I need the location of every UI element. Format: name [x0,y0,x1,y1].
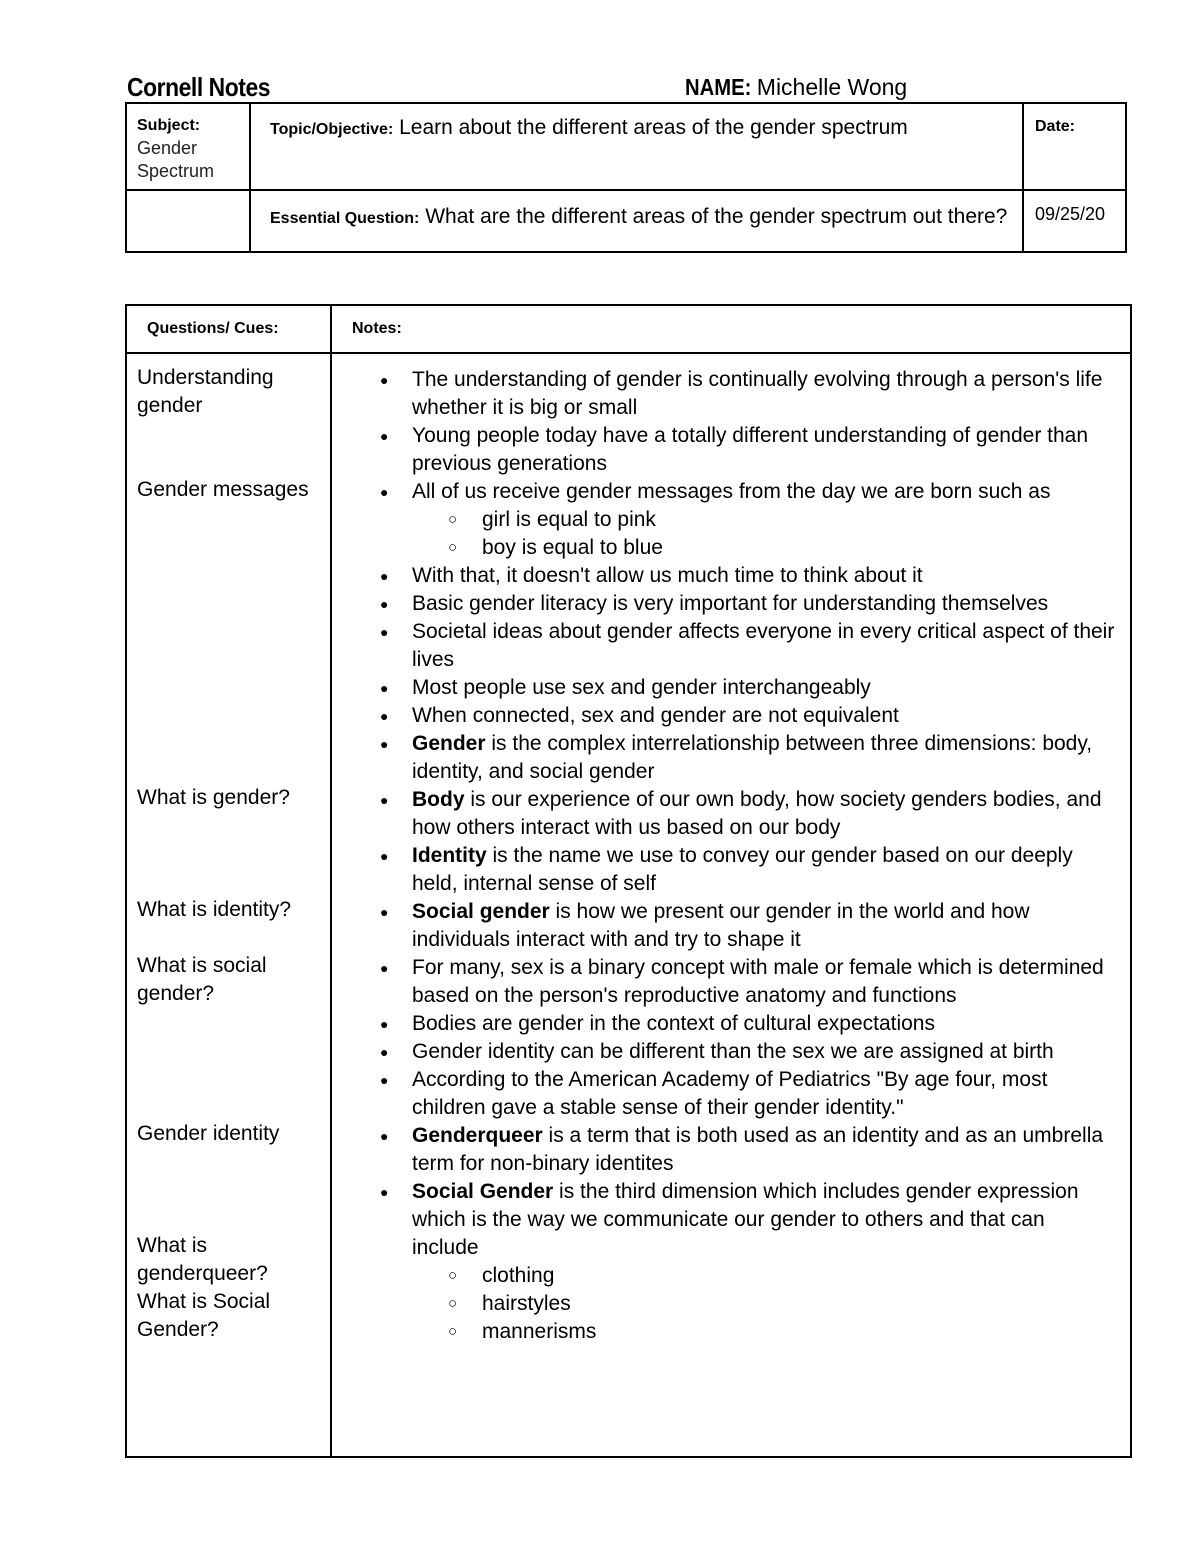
bullet-icon: ● [380,792,389,808]
note-item [332,1038,1116,1066]
essential-question-label: Essential Question: [270,210,420,227]
bullet-icon: ● [380,428,389,444]
note-text: is the complex interrelationship between three dimensions: body, identity, and social gender [412,732,1093,783]
date-label-cell [1023,103,1126,190]
note-item [332,842,1116,898]
bullet-icon: ● [380,708,389,724]
cue-item [137,952,267,1008]
note-item [332,702,1116,730]
cue-item [137,1232,270,1344]
cue-line: Gender messages [137,478,309,501]
cue-line: Gender identity [137,1122,280,1145]
note-text: is a term that is both used as an identity and as an umbrella term for non-binary identites [412,1124,1104,1175]
cue-line: What is Social [137,1290,271,1313]
bullet-icon: ● [380,848,389,864]
cue-line: gender? [137,982,215,1005]
note-item [332,478,1116,506]
notes-table [125,304,1132,1458]
note-item [332,674,1116,702]
date-value: 09/25/20 [1035,204,1106,224]
notes-header-label: Notes: [352,320,402,337]
sub-list-wrapper [332,1262,1116,1346]
empty-cell [126,190,250,252]
bullet-icon: ● [380,736,389,752]
bullet-icon: ● [380,960,389,976]
circle-bullet-icon: ○ [448,1295,458,1312]
note-term: Genderqueer [412,1124,543,1147]
cues-header [126,305,331,353]
circle-bullet-icon: ○ [448,539,458,556]
note-item [332,898,1116,954]
note-text: According to the American Academy of Pediatrics "By age four, most children gave a stable sense of their gender identity." [412,1068,1048,1119]
bullet-icon: ● [380,680,389,696]
date-label: Date: [1035,118,1076,135]
note-term: Body [412,788,465,811]
sub-note-item [332,506,1116,534]
note-text: is our experience of our own body, how society genders bodies, and how others interact with us based on our body [412,788,1102,839]
cues-column [126,353,331,1457]
sub-note-item [332,1318,1116,1346]
note-text: Young people today have a totally different understanding of gender than previous generations [412,424,1089,475]
sub-list [332,506,1116,562]
cue-item [137,476,309,504]
cue-line: What is social [137,954,267,977]
cue-item [137,896,291,924]
note-text: For many, sex is a binary concept with male or female which is determined based on the person's reproductive anatomy and functions [412,956,1104,1007]
cue-item [137,784,290,812]
note-text: All of us receive gender messages from the day we are born such as [412,480,1051,503]
essential-question-value: What are the different areas of the gender spectrum out there? [425,205,1008,228]
sub-note-item [332,1262,1116,1290]
cue-line: gender [137,394,203,417]
cue-line: Gender? [137,1318,219,1341]
note-item [332,562,1116,590]
sub-list [332,1262,1116,1346]
cue-line: What is [137,1234,208,1257]
bullet-icon: ● [380,904,389,920]
cue-line: What is gender? [137,786,290,809]
note-text: Basic gender literacy is very important for understanding themselves [412,592,1049,615]
cue-item [137,1120,279,1148]
bullet-icon: ● [380,624,389,640]
sub-note-text: boy is equal to blue [482,536,663,559]
note-text: Bodies are gender in the context of cultural expectations [412,1012,935,1035]
topic-cell [250,103,1023,190]
bullet-icon: ● [380,1044,389,1060]
cue-line: Understanding [137,366,274,389]
subject-label: Subject: [137,117,201,134]
note-text: Gender identity can be different than the sex we are assigned at birth [412,1040,1054,1063]
name-value: Michelle Wong [756,74,908,100]
header-table [125,102,1127,253]
note-text: is how we present our gender in the world and how individuals interact with and try to shape it [412,900,1030,951]
bullet-icon: ● [380,1016,389,1032]
bullet-icon: ● [380,1184,389,1200]
cues-header-label: Questions/ Cues: [147,320,279,337]
note-text: With that, it doesn't allow us much time to think about it [412,564,923,587]
circle-bullet-icon: ○ [448,511,458,528]
note-term: Social Gender [412,1180,554,1203]
sub-note-text: girl is equal to pink [482,508,656,531]
note-item [332,366,1116,422]
note-text: Most people use sex and gender interchangeably [412,676,871,699]
note-term: Identity [412,844,487,867]
document-title: Cornell Notes [127,72,271,102]
sub-note-text: hairstyles [482,1292,571,1315]
note-item [332,590,1116,618]
cues-list [137,366,330,1456]
cue-item [137,364,274,420]
cue-line: genderqueer? [137,1262,268,1285]
subject-cell [126,103,250,190]
circle-bullet-icon: ○ [448,1267,458,1284]
note-item [332,786,1116,842]
note-item [332,954,1116,1010]
essential-question-cell [250,190,1023,252]
note-item [332,618,1116,674]
sub-list-wrapper [332,506,1116,562]
note-text: is the third dimension which includes gender expression which is the way we communicate our gender to others and that can include [412,1180,1079,1259]
name-label: NAME: [685,74,752,100]
date-value-cell [1023,190,1126,252]
note-item [332,1010,1116,1038]
note-term: Social gender [412,900,550,923]
note-text: The understanding of gender is continually evolving through a person's life whether it is big or small [412,368,1103,419]
note-text: Societal ideas about gender affects everyone in every critical aspect of their lives [412,620,1115,671]
sub-note-item [332,1290,1116,1318]
bullet-icon: ● [380,484,389,500]
bullet-icon: ● [380,596,389,612]
note-term: Gender [412,732,486,755]
bullet-icon: ● [380,1072,389,1088]
topic-label: Topic/Objective: [270,121,394,138]
note-item [332,730,1116,786]
note-text: When connected, sex and gender are not equivalent [412,704,899,727]
topic-value: Learn about the different areas of the gender spectrum [399,116,908,139]
notes-header [331,305,1131,353]
bullet-icon: ● [380,1128,389,1144]
bullet-icon: ● [380,372,389,388]
circle-bullet-icon: ○ [448,1323,458,1340]
subject-value-line-1: Gender [137,138,198,158]
note-item [332,1178,1116,1262]
sub-note-text: clothing [482,1264,555,1287]
cue-line: What is identity? [137,898,292,921]
note-item [332,422,1116,478]
note-item [332,1122,1116,1178]
note-text: is the name we use to convey our gender based on our deeply held, internal sense of self [412,844,1073,895]
sub-note-text: mannerisms [482,1320,597,1343]
name-line [685,74,907,101]
notes-column [331,353,1131,1457]
bullet-icon: ● [380,568,389,584]
notes-list [332,366,1116,1346]
note-item [332,1066,1116,1122]
sub-note-item [332,534,1116,562]
subject-value-line-2: Spectrum [137,161,215,181]
